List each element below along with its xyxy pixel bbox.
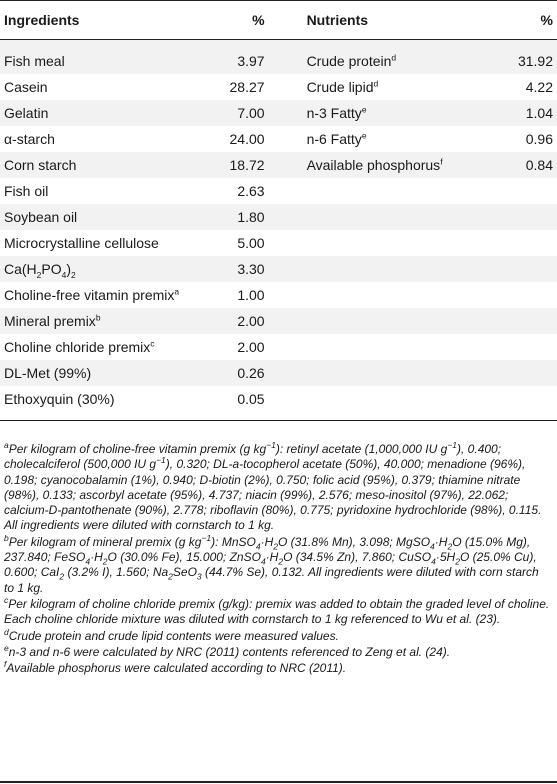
nutrient-name xyxy=(265,386,502,421)
nutrient-percent xyxy=(502,308,557,334)
ingredient-percent: 0.05 xyxy=(237,391,265,407)
nutrient-percent: 4.22 xyxy=(525,79,553,95)
table-row xyxy=(0,100,557,126)
nutrient-percent xyxy=(502,386,557,421)
ingredient-name: Gelatin xyxy=(0,100,192,126)
ingredient-name: α-starch xyxy=(4,131,55,147)
nutrient-percent xyxy=(502,282,557,308)
ingredient-percent: 0.26 xyxy=(192,360,264,386)
footnote-d: $^d$Crude protein and crude lipid contents were measured values. xyxy=(4,626,339,643)
table-row xyxy=(0,256,557,282)
footnote-b: $^b$Per kilogram of mineral premix (g $kg^{-1}$): $MnSO_4\cdot H_2O$ (31.8% Mn), 3.098; $MgSO_4\cdot H_2O$ (15.0% Mg), 237.840; $FeSO_4\cdot H_2O$ (30.0% Fe), 15.000; $ZnSO_4\cdot H_2O$ (34.5% Zn), 7.860; $CuSO_4\cdot 5H_2O$ (25.0% Cu), 0.600; CaI$_2$ (3.2% I), 1.560; $Na_2SeO_3$ (44.7% Se), 0.132. All ingredients were diluted with corn starch to 1 kg. xyxy=(4,532,539,595)
ingredient-name: Soybean oil xyxy=(0,204,192,230)
nutrient-percent xyxy=(502,256,557,282)
ingredient-percent: 28.27 xyxy=(229,79,265,95)
nutrient-percent: 0.84 xyxy=(502,152,557,178)
nutrient-name xyxy=(265,178,502,204)
ingredient-name: Choline chloride premix$^c$ xyxy=(4,338,155,355)
nutrient-name: n-3 Fatty$^e$ xyxy=(265,100,502,126)
nutrient-name xyxy=(265,230,502,256)
table-row xyxy=(0,74,557,100)
footnote-a: $^a$Per kilogram of choline-free vitamin premix (g $kg^{-1}$): retinyl acetate (1,000,000 IU $g^{-1}$), 0.400; cholecalciferol (500,000 IU $g^{-1}$), 0.320; DL-a-tocopherol acetate (50%), 40.000; menadione (96%), 0.198; cyanocobalamin (1%), 0.940; D-biotin (2%), 0.750; folic acid (95%), 0.379; thiamine nitrate (98%), 0.133; ascorbyl acetate (95%), 4.737; niacin (99%), 2.576; meso-inositol (97%), 22.062; calcium-D-pantothenate (90%), 2.778; riboflavin (80%), 0.775; pyridoxine hydrochloride (98%), 0.115. All ingredients were diluted with cornstarch to 1 kg. xyxy=(4,440,542,533)
ingredient-percent: 1.80 xyxy=(192,204,264,230)
table-row xyxy=(0,152,557,178)
ingredient-name: Corn starch xyxy=(0,152,192,178)
table-row xyxy=(0,204,557,230)
table-row xyxy=(0,40,557,75)
ingredient-name: DL-Met (99%) xyxy=(0,360,192,386)
ingredients-header: Ingredients xyxy=(4,12,80,28)
nutrient-percent xyxy=(502,230,557,256)
ingredient-percent: 2.63 xyxy=(237,183,265,199)
ingredient-percent: 1.00 xyxy=(237,287,265,303)
nutrient-name xyxy=(265,256,502,282)
table-row xyxy=(0,334,557,360)
nutrient-name xyxy=(265,334,502,360)
ingredient-name: Fish oil xyxy=(4,183,49,199)
nutrient-percent xyxy=(502,204,557,230)
ingredient-percent-header: % xyxy=(252,12,265,28)
table-row xyxy=(0,282,557,308)
ingredient-percent: 5.00 xyxy=(237,235,265,251)
ingredient-percent: 7.00 xyxy=(192,100,264,126)
table-row xyxy=(0,178,557,204)
ingredient-percent: 2.00 xyxy=(192,308,264,334)
ingredient-name: $Ca(H_2PO_4)_2$ xyxy=(0,256,192,282)
nutrient-name xyxy=(265,360,502,386)
nutrient-name: Crude lipid$^d$ xyxy=(306,78,379,95)
footnote-e: $^e$n-3 and n-6 were calculated by NRC (2011) contents referenced to Zeng et al. (24). xyxy=(4,642,451,659)
nutrient-percent: 1.04 xyxy=(502,100,557,126)
nutrient-percent: 31.92 xyxy=(502,40,557,75)
footnote-c: $^c$Per kilogram of choline chloride premix (g/kg): premix was added to obtain the graded level of choline. Each choline chloride mixture was diluted with cornstarch to 1 kg referenced to Wu et al. (23). xyxy=(4,594,550,627)
ingredient-name: Casein xyxy=(4,79,48,95)
table-row xyxy=(0,360,557,386)
ingredient-percent: 3.97 xyxy=(192,40,264,75)
ingredient-percent: 18.72 xyxy=(192,152,264,178)
nutrient-name xyxy=(265,204,502,230)
nutrient-percent: 0.96 xyxy=(525,131,553,147)
nutrient-name xyxy=(265,282,502,308)
ingredient-name: Ethoxyquin (30%) xyxy=(4,391,115,407)
table-row xyxy=(0,386,557,421)
ingredient-name: Choline-free vitamin premix$^a$ xyxy=(4,286,180,303)
footnotes xyxy=(4,442,552,677)
nutrient-percent-header: % xyxy=(540,12,553,28)
ingredient-name: Fish meal xyxy=(0,40,192,75)
nutrient-percent xyxy=(502,178,557,204)
nutrient-percent xyxy=(502,360,557,386)
nutrient-percent xyxy=(502,334,557,360)
nutrient-name: n-6 Fatty$^e$ xyxy=(306,130,367,147)
table-row xyxy=(0,308,557,334)
header-row xyxy=(0,1,557,40)
bottom-rule xyxy=(0,781,557,783)
table-row xyxy=(0,230,557,256)
ingredient-percent: 24.00 xyxy=(229,131,265,147)
footnote-f: $^f$Available phosphorus were calculated according to NRC (2011). xyxy=(4,659,347,676)
nutrient-name: Available phosphorus$^f$ xyxy=(265,152,502,178)
ingredient-name: Mineral premix$^b$ xyxy=(0,308,192,334)
table-row xyxy=(0,126,557,152)
nutrient-name: Crude protein$^d$ xyxy=(265,40,502,75)
ingredient-name: Microcrystalline cellulose xyxy=(4,235,159,251)
ingredient-percent: 2.00 xyxy=(237,339,265,355)
nutrient-name xyxy=(265,308,502,334)
ingredient-percent: 3.30 xyxy=(192,256,264,282)
nutrients-header: Nutrients xyxy=(306,12,369,28)
